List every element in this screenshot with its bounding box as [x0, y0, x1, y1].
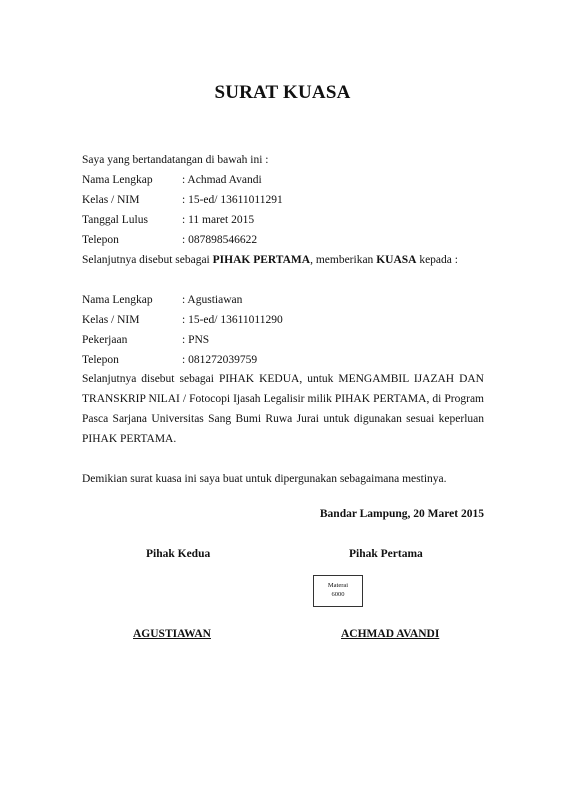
grant-text: kepada : [416, 254, 458, 266]
field-value: : 081272039759 [182, 354, 258, 366]
second-party-row-phone [82, 353, 257, 367]
signature-name-right: ACHMAD AVANDI [341, 628, 440, 640]
purpose-line-4: PIHAK PERTAMA. [82, 433, 177, 445]
closing-text: Demikian surat kuasa ini saya buat untuk dipergunakan sebagaimana mestinya. [82, 473, 447, 485]
field-label: Nama Lengkap [82, 294, 153, 306]
purpose-line-3: Pasca Sarjana Universitas Sang Bumi Ruwa Jurai untuk digunakan sesuai keperluan [82, 413, 484, 425]
letter-title: SURAT KUASA [214, 82, 351, 103]
purpose-line-2: TRANSKRIP NILAI / Fotocopi Ijasah Legalisir milik PIHAK PERTAMA, di Program [82, 393, 484, 405]
field-label: Kelas / NIM [82, 194, 140, 206]
field-value: : 15-ed/ 13611011291 [182, 194, 283, 206]
field-value: : Achmad Avandi [182, 174, 262, 186]
field-value: : PNS [182, 334, 210, 346]
field-value: : 15-ed/ 13611011290 [182, 314, 283, 326]
intro-text: Saya yang bertandatangan di bawah ini : [82, 154, 269, 166]
stamp-label: Materai [327, 582, 349, 589]
field-label: Tanggal Lulus [82, 214, 148, 226]
grant-text: , memberikan [310, 254, 377, 266]
field-value: : 11 maret 2015 [182, 214, 255, 226]
second-party-row-name [82, 293, 242, 307]
field-value: : Agustiawan [182, 294, 243, 306]
stamp-value: 6000 [331, 591, 345, 598]
place-date: Bandar Lampung, 20 Maret 2015 [319, 508, 484, 520]
field-label: Nama Lengkap [82, 174, 153, 186]
grant-statement [82, 253, 458, 267]
signature-name-left: AGUSTIAWAN [133, 628, 211, 640]
materai-stamp [313, 575, 363, 607]
field-label: Pekerjaan [82, 334, 128, 346]
grant-text: Selanjutnya disebut sebagai [82, 254, 213, 266]
purpose-line-1: Selanjutnya disebut sebagai PIHAK KEDUA, untuk MENGAMBIL IJAZAH DAN [82, 373, 484, 385]
field-label: Kelas / NIM [82, 314, 140, 326]
signature-title-right: Pihak Pertama [349, 548, 423, 560]
second-party-row-occupation [82, 333, 209, 347]
first-party-row-name [82, 173, 262, 187]
second-party-row-nim [82, 313, 283, 327]
field-value: : 087898546622 [182, 234, 258, 246]
first-party-row-phone [82, 233, 257, 247]
signature-title-left: Pihak Kedua [146, 548, 211, 560]
party-one-label: PIHAK PERTAMA [212, 254, 311, 266]
field-label: Telepon [82, 354, 119, 366]
first-party-row-nim [82, 193, 283, 207]
field-label: Telepon [82, 234, 119, 246]
kuasa-label: KUASA [376, 254, 417, 266]
first-party-row-graduation-date [82, 213, 254, 227]
